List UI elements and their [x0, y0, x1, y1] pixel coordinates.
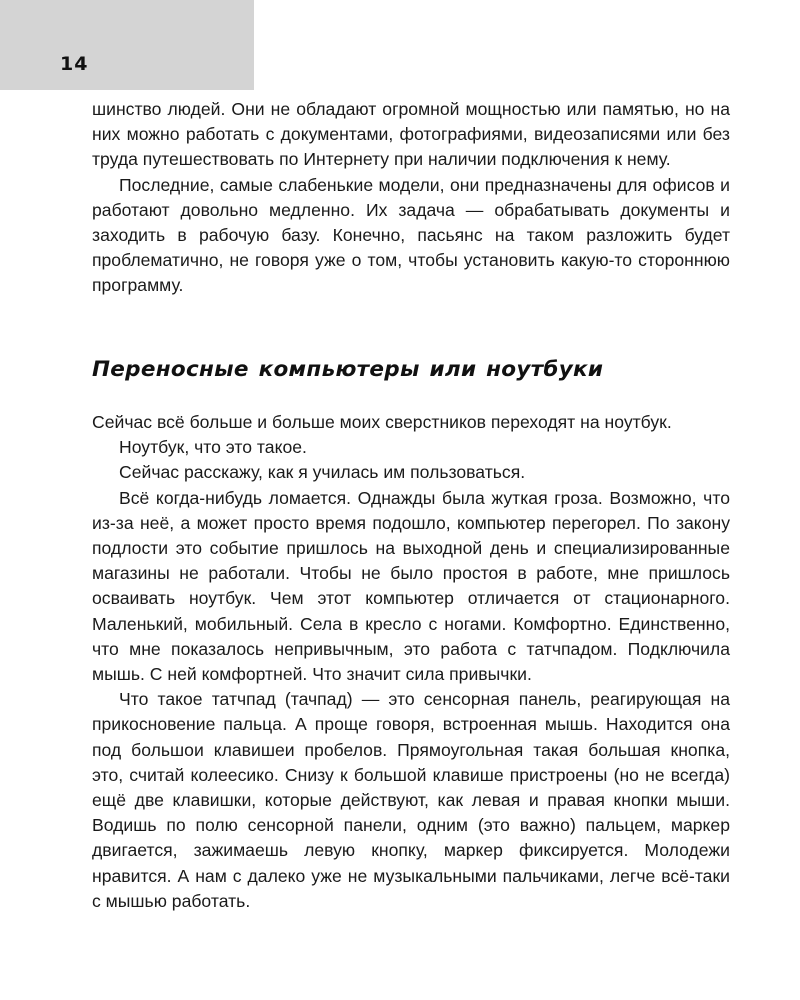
page-number: 14 [60, 53, 89, 75]
paragraph: Сейчас расскажу, как я училась им пользоваться. [119, 462, 526, 483]
paragraph: Всё когда-нибудь ломается. Однажды была жуткая гроза. Возможно, что из-за неё, а может просто время подошло, компьютер перегорел. По закону подлости это событие пришлось на выходной день и специализированные магазины не работали. Чтобы не было простоя в работе, мне пришлось осваивать ноутбук. Чем этот компьютер отличается от стационарного. Маленький, мобильный. Села в кресло с ногами. Комфортно. Единственно, что мне показалось непривычным, это работа с татчпадом. Подключила мышь. С ней комфортней. Что значит сила привычки. [92, 487, 730, 685]
section-text [92, 410, 730, 914]
paragraph: шинство людей. Они не обладают огромной мощностью или памятью, но на них можно работать с документами, фотографиями, видеозаписями или без труда путешествовать по Интернету при наличии подключения к нему. [92, 99, 730, 170]
paragraph: Последние, самые слабенькие модели, они предназначены для офисов и работают довольно медленно. Их задача — обрабатывать документы и заходить в рабочую базу. Конечно, пасьянс на таком разложить будет проблематично, не говоря уже о том, чтобы установить какую-то стороннюю программу. [92, 174, 730, 296]
paragraph: Сейчас всё больше и больше моих сверстников переходят на ноутбук. [92, 412, 672, 432]
paragraph: Что такое татчпад (тачпад) — это сенсорная панель, реагирующая на прикосновение пальца. А проще говоря, встроенная мышь. Находится она под большои клавишеи пробелов. Прямоугольная такая большая кнопка, это, считай колеесико. Снизу к большой клавише пристроены (но не всегда) ещё две клавишки, которые действуют, как левая и правая кнопки мыши. Водишь по полю сенсорной панели, одним (это важно) пальцем, маркер двигается, зажимаешь левую кнопку, маркер фиксируется. Молодежи нравится. А нам с далеко уже не музыкальными пальчиками, легче всё-таки с мышью работать. [92, 689, 730, 911]
paragraph: Ноутбук, что это такое. [119, 437, 307, 458]
intro-text [92, 97, 730, 299]
page-number-tab [0, 0, 254, 90]
section-heading: Переносные компьютеры или ноутбуки [92, 357, 604, 382]
